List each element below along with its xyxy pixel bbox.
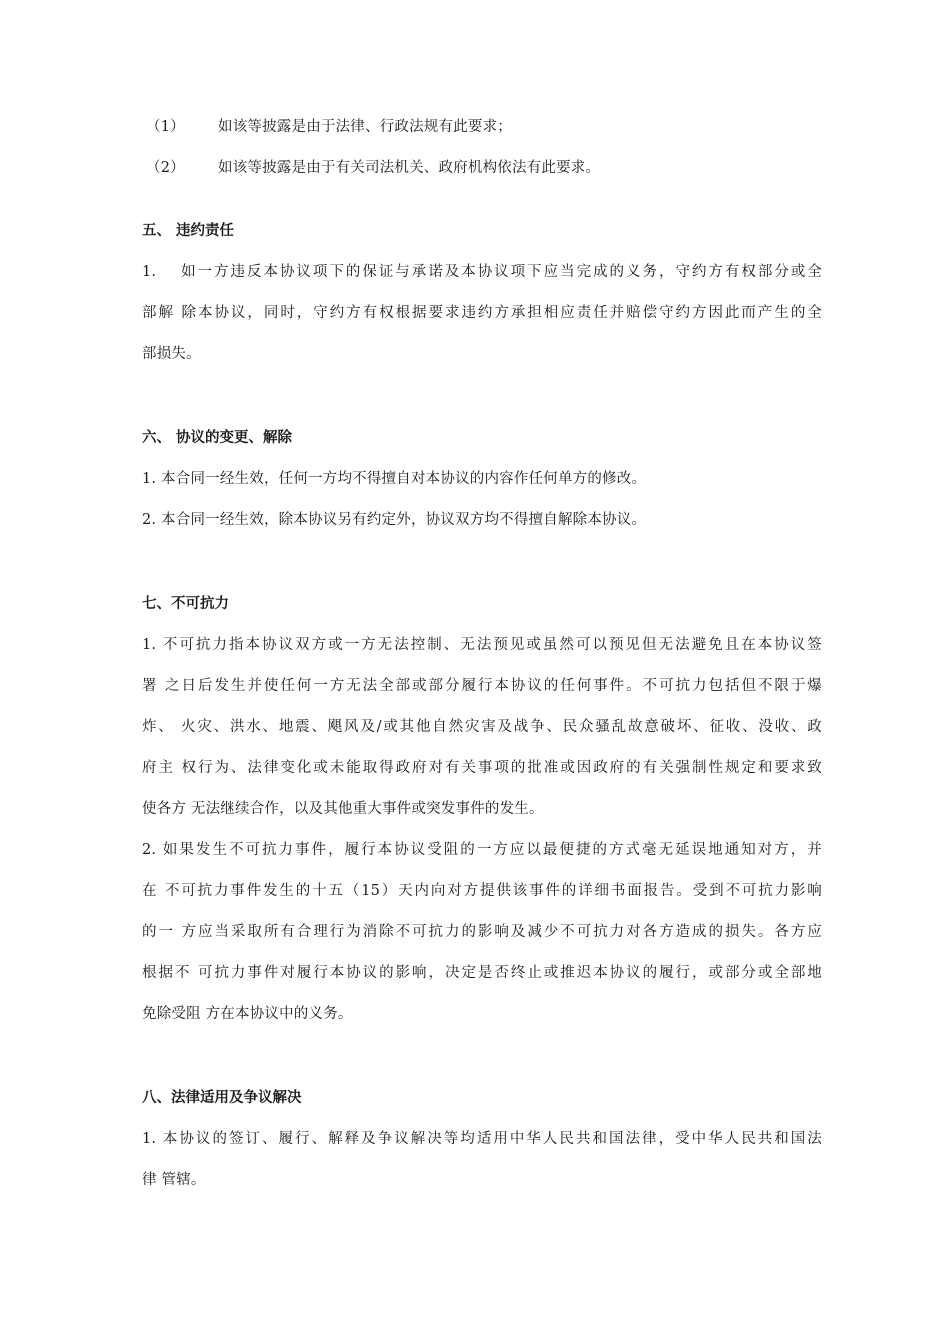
paragraph-line: 部损失。: [142, 346, 201, 362]
paragraph-line: 府主 权行为、法律变化或未能取得政府对有关事项的批准或因政府的有关强制性规定和要求致: [142, 760, 822, 776]
section-heading-force-majeure: 七、不可抗力: [142, 596, 229, 612]
sub-item-number: （2）: [146, 160, 185, 176]
paragraph-line: 1. 本合同一经生效，任何一方均不得擅自对本协议的内容作任何单方的修改。: [142, 471, 647, 487]
sub-item-number: （1）: [146, 119, 185, 135]
paragraph-line: 炸、 火灾、洪水、地震、飓风及/或其他自然灾害及战争、民众骚乱故意破坏、征收、没收、政: [142, 719, 822, 735]
section-heading-governing-law: 八、法律适用及争议解决: [142, 1090, 302, 1106]
paragraph-line: 2. 本合同一经生效，除本协议另有约定外，协议双方均不得擅自解除本协议。: [142, 512, 647, 528]
paragraph-line: 1. 本协议的签订、履行、解释及争议解决等均适用中华人民共和国法律，受中华人民共和国法: [142, 1131, 822, 1147]
paragraph-line: 在 不可抗力事件发生的十五（15）天内向对方提供该事件的详细书面报告。受到不可抗力影响: [142, 883, 822, 899]
paragraph-line: 部解 除本协议，同时，守约方有权根据要求违约方承担相应责任并赔偿守约方因此而产生的全: [142, 305, 822, 321]
paragraph-line: 根据不 可抗力事件对履行本协议的影响，决定是否终止或推迟本协议的履行，或部分或全部地: [142, 965, 822, 981]
sub-item-text: 如该等披露是由于法律、行政法规有此要求；: [218, 119, 512, 135]
paragraph-line: 的一 方应当采取所有合理行为消除不可抗力的影响及减少不可抗力对各方造成的损失。各方应: [142, 924, 822, 940]
sub-item-text: 如该等披露是由于有关司法机关、政府机构依法有此要求。: [218, 160, 601, 176]
paragraph-line: 1. 不可抗力指本协议双方或一方无法控制、无法预见或虽然可以预见但无法避免且在本协议签: [142, 637, 822, 653]
paragraph-line: 免除受阻 方在本协议中的义务。: [142, 1006, 353, 1022]
section-heading-breach: 五、 违约责任: [142, 223, 235, 239]
paragraph-line: 使各方 无法继续合作，以及其他重大事件或突发事件的发生。: [142, 801, 544, 817]
paragraph-line: 1. 如一方违反本协议项下的保证与承诺及本协议项下应当完成的义务，守约方有权部分或全: [142, 264, 822, 280]
section-heading-amendment: 六、 协议的变更、解除: [142, 430, 293, 446]
paragraph-line: 署 之日后发生并使任何一方无法全部或部分履行本协议的任何事件。不可抗力包括但不限于爆: [142, 678, 822, 694]
paragraph-line: 2. 如果发生不可抗力事件，履行本协议受阻的一方应以最便捷的方式毫无延误地通知对方，并: [142, 842, 822, 858]
paragraph-line: 律 管辖。: [142, 1172, 206, 1188]
